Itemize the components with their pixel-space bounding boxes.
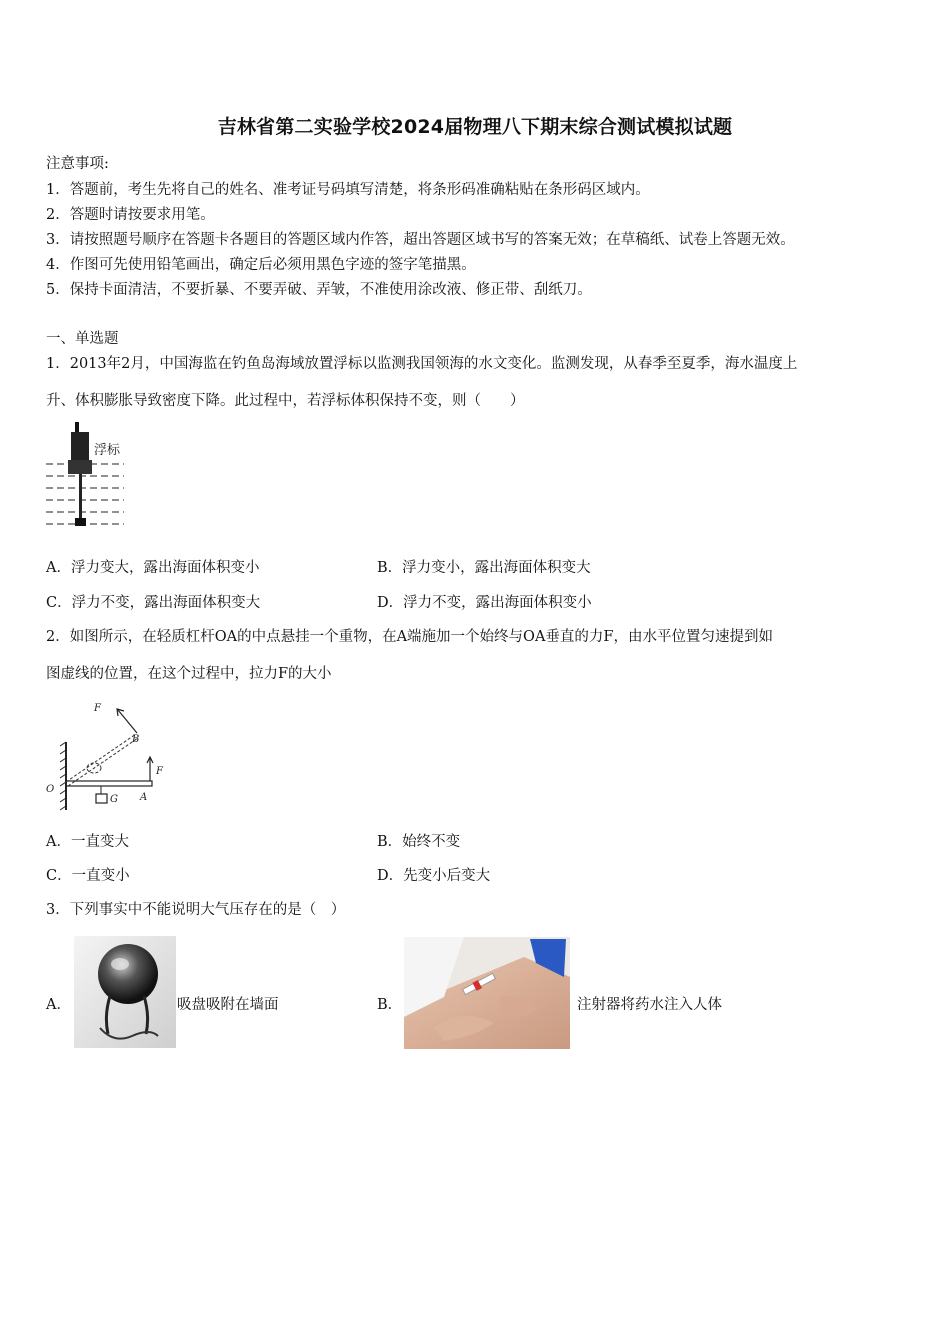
lever-rod <box>66 781 152 786</box>
suction-cup-image <box>74 936 176 1048</box>
q2-option-c[interactable]: C．一直变小 <box>46 868 130 884</box>
label-a: A <box>140 792 148 803</box>
q3-option-a-letter[interactable]: A． <box>46 997 71 1013</box>
notice-item: 4．作图可先使用铅笔画出，确定后必须用黑色字迹的签字笔描黑。 <box>46 257 476 273</box>
label-g: G <box>110 794 118 805</box>
q3-stem: 3．下列事实中不能说明大气压存在的是（ ） <box>46 902 346 918</box>
buoy-figure <box>44 420 126 542</box>
section-heading: 一、单选题 <box>46 331 119 347</box>
buoy-body <box>71 432 89 460</box>
q1-option-b[interactable]: B．浮力变小，露出海面体积变大 <box>377 560 591 576</box>
q2-stem-line1: 2．如图所示，在轻质杠杆OA的中点悬挂一个重物，在A端施加一个始终与OA垂直的力F，由水平位置匀速提到如 <box>46 629 773 645</box>
buoy-rod <box>79 474 82 518</box>
q2-option-b[interactable]: B．始终不变 <box>377 834 461 850</box>
notice-heading: 注意事项: <box>46 156 109 172</box>
notice-item: 2．答题时请按要求用笔。 <box>46 207 215 223</box>
label-b: B <box>132 734 140 745</box>
buoy-weight <box>75 518 86 526</box>
label-o: O <box>46 784 55 795</box>
lever-figure <box>44 696 174 814</box>
force-arrow-top <box>118 710 137 733</box>
label-f-right: F <box>156 766 163 777</box>
q1-option-a[interactable]: A．浮力变大，露出海面体积变小 <box>46 560 260 576</box>
notice-item: 3．请按照题号顺序在答题卡各题目的答题区域内作答，超出答题区域书写的答案无效；在草稿纸、试卷上答题无效。 <box>46 232 795 248</box>
lever-dashed-position <box>66 734 138 786</box>
q1-option-d[interactable]: D．浮力不变，露出海面体积变小 <box>377 595 592 611</box>
q2-stem-line2: 图虚线的位置，在这个过程中，拉力F的大小 <box>46 666 332 682</box>
q3-option-b-letter[interactable]: B． <box>377 997 403 1013</box>
notice-item: 1．答题前，考生先将自己的姓名、准考证号码填写清楚，将条形码准确粘贴在条形码区域内。 <box>46 182 650 198</box>
wall <box>60 742 66 810</box>
buoy-label: 浮标 <box>94 443 121 458</box>
q1-stem-line2: 升、体积膨胀导致密度下降。此过程中，若浮标体积保持不变，则（ ） <box>46 393 525 409</box>
q3-option-a-text[interactable]: 吸盘吸附在墙面 <box>177 997 279 1013</box>
hanging-weight <box>96 794 107 803</box>
q1-option-c[interactable]: C．浮力不变，露出海面体积变大 <box>46 595 261 611</box>
q2-option-d[interactable]: D．先变小后变大 <box>377 868 491 884</box>
q3-option-b-text[interactable]: 注射器将药水注入人体 <box>577 997 722 1013</box>
label-f-top: F <box>94 703 101 714</box>
injection-image <box>404 937 570 1049</box>
suction-cup <box>98 944 158 1004</box>
notice-item: 5．保持卡面清洁，不要折暴、不要弄破、弄皱，不准使用涂改液、修正带、刮纸刀。 <box>46 282 592 298</box>
q1-stem-line1: 1．2013年2月，中国海监在钓鱼岛海域放置浮标以监测我国领海的水文变化。监测发现，从春季至夏季，海水温度上 <box>46 356 798 372</box>
page-title: 吉林省第二实验学校2024届物理八下期末综合测试模拟试题 <box>217 116 733 138</box>
q2-option-a[interactable]: A．一直变大 <box>46 834 129 850</box>
buoy-float <box>68 460 92 474</box>
